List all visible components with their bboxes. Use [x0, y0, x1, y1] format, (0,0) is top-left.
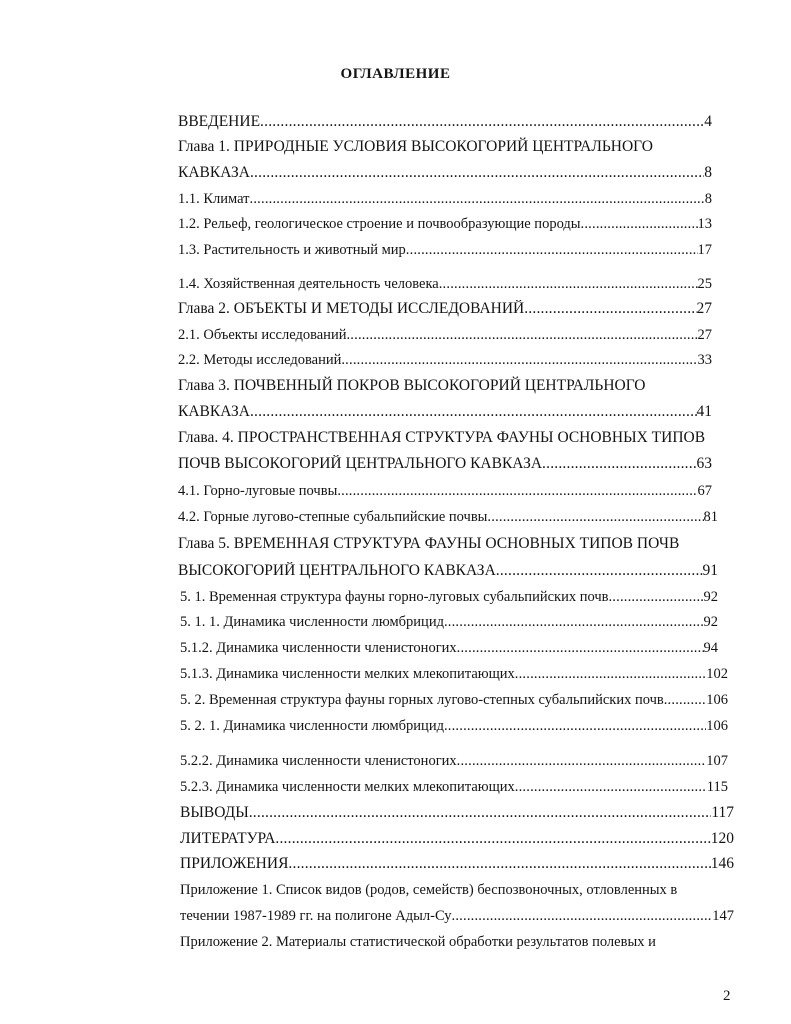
dot-leader — [515, 778, 707, 796]
toc-entry-title: ЛИТЕРАТУРА — [180, 830, 276, 847]
dot-leader — [341, 351, 697, 369]
dot-leader — [515, 665, 706, 683]
toc-entry-section-5-2-3[interactable] — [180, 778, 728, 796]
toc-entry-introduction[interactable] — [178, 113, 712, 131]
toc-page-number: 147 — [712, 908, 734, 924]
toc-entry-section-2-2[interactable] — [178, 351, 712, 369]
toc-page-number: 33 — [697, 352, 712, 368]
dot-leader — [457, 639, 704, 657]
toc-entry-section-1-4[interactable] — [178, 275, 712, 293]
toc-entry-section-2-1[interactable] — [178, 326, 712, 344]
dot-leader — [260, 113, 704, 131]
dot-leader — [250, 190, 705, 208]
toc-entry-title: 1.3. Растительность и животный мир — [178, 242, 406, 258]
toc-entry-section-5-1-1[interactable] — [180, 613, 718, 631]
toc-entry-literature[interactable] — [180, 830, 734, 848]
toc-entry-chapter-2[interactable] — [178, 300, 712, 318]
toc-entry-title: 1.2. Рельеф, геологическое строение и почвообразующие породы — [178, 216, 581, 232]
toc-chapter-3-title-line[interactable]: Глава 3. ПОЧВЕННЫЙ ПОКРОВ ВЫСОКОГОРИЙ ЦЕНТРАЛЬНОГО — [178, 377, 646, 394]
toc-entry-title: 5.1.3. Динамика численности мелких млекопитающих — [180, 666, 515, 682]
toc-page-number: 81 — [703, 509, 718, 525]
dot-leader — [664, 691, 707, 709]
toc-page-number: 92 — [703, 614, 718, 630]
toc-entry-title: 2.2. Методы исследований — [178, 352, 342, 368]
toc-page-number: 102 — [706, 666, 728, 682]
toc-entry-title: 4.1. Горно-луговые почвы — [178, 483, 338, 499]
toc-entry-title: ПРИЛОЖЕНИЯ — [180, 855, 289, 872]
toc-page-number: 17 — [697, 242, 712, 258]
toc-entry-section-4-1[interactable] — [178, 482, 712, 500]
toc-entry-title: 5. 2. Временная структура фауны горных лугово-степных субальпийских почв — [180, 692, 664, 708]
toc-page-number: 13 — [697, 216, 712, 232]
toc-entry-conclusions[interactable] — [180, 804, 734, 822]
toc-entry-section-4-2[interactable] — [178, 508, 718, 526]
toc-entry-section-5-2-1[interactable] — [180, 717, 728, 735]
page-number: 2 — [723, 988, 731, 1004]
dot-leader — [250, 403, 697, 421]
toc-entry-title: 5. 1. Временная структура фауны горно-луговых субальпийских почв — [180, 589, 609, 605]
toc-appendix-1-title-line[interactable]: Приложение 1. Список видов (родов, семейств) беспозвоночных, отловленных в — [180, 882, 678, 898]
toc-entry-title: 5.2.2. Динамика численности членистоногих — [180, 753, 457, 769]
toc-page-number: 146 — [710, 855, 734, 872]
dot-leader — [250, 164, 704, 182]
toc-page-number: 4 — [704, 113, 712, 130]
toc-entry-title: Глава 2. ОБЪЕКТЫ И МЕТОДЫ ИССЛЕДОВАНИЙ — [178, 300, 525, 317]
toc-entry-title: КАВКАЗА — [178, 164, 250, 181]
toc-entry-section-1-3[interactable] — [178, 241, 712, 259]
dot-leader — [249, 804, 712, 822]
toc-page-number: 27 — [696, 300, 712, 317]
toc-appendix-2-title-line[interactable]: Приложение 2. Материалы статистической обработки результатов полевых и — [180, 934, 656, 950]
toc-entry-title: 4.2. Горные лугово-степные субальпийские почвы — [178, 509, 488, 525]
toc-page-number: 91 — [702, 562, 718, 579]
page-title: ОГЛАВЛЕНИЕ — [340, 66, 451, 82]
toc-entry-chapter-4[interactable] — [178, 455, 712, 473]
dot-leader — [452, 907, 713, 925]
dot-leader — [524, 300, 696, 318]
dot-leader — [275, 830, 710, 848]
dot-leader — [288, 855, 710, 873]
toc-entry-chapter-1[interactable] — [178, 164, 712, 182]
toc-page-number: 92 — [703, 589, 718, 605]
toc-entry-title: ВЫСОКОГОРИЙ ЦЕНТРАЛЬНОГО КАВКАЗА — [178, 562, 496, 579]
toc-entry-title: течении 1987-1989 гг. на полигоне Адыл-Су — [180, 908, 452, 924]
toc-entry-title: 5. 1. 1. Динамика численности люмбрицид — [180, 614, 444, 630]
toc-chapter-5-title-line[interactable]: Глава 5. ВРЕМЕННАЯ СТРУКТУРА ФАУНЫ ОСНОВНЫХ ТИПОВ ПОЧВ — [178, 535, 680, 552]
toc-entry-title: 1.1. Климат — [178, 191, 250, 207]
toc-page-number: 115 — [706, 779, 728, 795]
toc-entry-section-5-1[interactable] — [180, 588, 718, 606]
dot-leader — [439, 275, 698, 293]
toc-entry-title: ВЫВОДЫ — [180, 804, 249, 821]
toc-page-number: 63 — [696, 455, 712, 472]
toc-entry-title: 1.4. Хозяйственная деятельность человека — [178, 276, 439, 292]
toc-entry-section-5-2[interactable] — [180, 691, 728, 709]
toc-entry-chapter-3[interactable] — [178, 403, 712, 421]
dot-leader — [406, 241, 698, 259]
toc-entry-title: 2.1. Объекты исследований — [178, 327, 347, 343]
toc-page-number: 41 — [696, 403, 712, 420]
toc-page-number: 107 — [706, 753, 728, 769]
dot-leader — [496, 562, 703, 580]
toc-entry-chapter-5[interactable] — [178, 562, 718, 580]
dot-leader — [487, 508, 703, 526]
toc-entry-title: 5.2.3. Динамика численности мелких млекопитающих — [180, 779, 515, 795]
dot-leader — [608, 588, 703, 606]
toc-page-number: 106 — [706, 718, 728, 734]
dot-leader — [444, 613, 704, 631]
toc-entry-section-5-1-3[interactable] — [180, 665, 728, 683]
toc-entry-section-1-2[interactable] — [178, 215, 712, 233]
toc-entry-title: КАВКАЗА — [178, 403, 250, 420]
toc-chapter-1-title-line[interactable]: Глава 1. ПРИРОДНЫЕ УСЛОВИЯ ВЫСОКОГОРИЙ ЦЕНТРАЛЬНОГО — [178, 138, 653, 155]
toc-entry-appendices[interactable] — [180, 855, 734, 873]
dot-leader — [444, 717, 706, 735]
dot-leader — [337, 482, 697, 500]
toc-chapter-4-title-line[interactable]: Глава. 4. ПРОСТРАНСТВЕННАЯ СТРУКТУРА ФАУНЫ ОСНОВНЫХ ТИПОВ — [178, 429, 706, 446]
toc-page-number: 27 — [697, 327, 712, 343]
toc-page-number: 25 — [697, 276, 712, 292]
toc-page-number: 94 — [703, 640, 718, 656]
toc-entry-title: ПОЧВ ВЫСОКОГОРИЙ ЦЕНТРАЛЬНОГО КАВКАЗА — [178, 455, 543, 472]
toc-entry-section-5-1-2[interactable] — [180, 639, 718, 657]
toc-page-number: 106 — [706, 692, 728, 708]
dot-leader — [542, 455, 696, 473]
dot-leader — [457, 752, 707, 770]
toc-entry-title: 5.1.2. Динамика численности членистоногих — [180, 640, 457, 656]
toc-entry-section-1-1[interactable] — [178, 190, 712, 208]
toc-page-number: 120 — [710, 830, 734, 847]
toc-page-number: 117 — [711, 804, 734, 821]
dot-leader — [581, 215, 698, 233]
toc-page-number: 67 — [697, 483, 712, 499]
toc-page-number: 8 — [704, 191, 712, 207]
toc-page-number: 8 — [704, 164, 712, 181]
toc-entry-title: 5. 2. 1. Динамика численности люмбрицид — [180, 718, 444, 734]
toc-entry-title: ВВЕДЕНИЕ — [178, 113, 261, 130]
toc-entry-appendix-1[interactable] — [180, 907, 734, 925]
toc-entry-section-5-2-2[interactable] — [180, 752, 728, 770]
dot-leader — [346, 326, 697, 344]
